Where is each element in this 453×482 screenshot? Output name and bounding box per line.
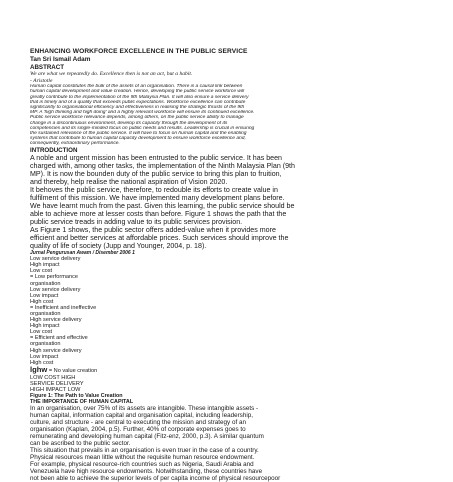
human-capital-line: This situation that prevails in an organisation is even truer in the case of a country. — [30, 447, 259, 455]
journal-reference: Jurnal Pengurusan Awam / Disember 2006 1 — [30, 250, 135, 257]
figure-value-line — [30, 366, 430, 375]
figure-bottom-line: HIGH IMPACT LOW — [30, 387, 81, 394]
introduction-line: As Figure 1 shows, the public sector offers added-value when it provides more — [30, 226, 276, 235]
figure-line: High cost — [30, 359, 54, 366]
figure-line: High cost — [30, 298, 54, 305]
abstract-heading: ABSTRACT — [30, 63, 65, 71]
human-capital-line: culture, and structure - are central to executing the mission and strategy of an — [30, 419, 246, 427]
abstract-line: human capital development and value creation. Hence, developing the public service workforce will — [30, 89, 245, 95]
figure-line: Low impact — [30, 353, 59, 360]
abstract-line: significantly to organisational efficiency and effectiveness in realising the strategic thrusts of the 9th — [30, 105, 245, 110]
abstract-line: consequently, extraordinary performance. — [30, 141, 120, 147]
human-capital-line: remunerating and developing human capital (Fitz-enz, 2000, p.3). A similar quantum — [30, 433, 264, 441]
figure-line: High impact — [30, 323, 60, 330]
abstract-line: Human capital constitutes the bulk of the assets of an organisation. There is a causal link between — [30, 84, 243, 90]
figure-line: Low service delivery — [30, 256, 81, 263]
human-capital-line: Physical resources mean little without the requisite human resource endowment. — [30, 454, 255, 462]
introduction-line: It behoves the public service, therefore, to redouble its efforts to create value in — [30, 186, 278, 195]
introduction-line: A noble and urgent mission has been entrusted to the public service. It has been — [30, 154, 282, 163]
figure-line: Low cost — [30, 329, 53, 336]
human-capital-line: human capital, information capital and organisation capital, including leadership, — [30, 412, 253, 420]
introduction-body — [30, 154, 430, 250]
figure-line: organisation — [30, 341, 61, 348]
human-capital-line: not been able to achieve the superior levels of per capita income of physical resourcepoor — [30, 475, 281, 482]
human-capital-line: In an organisation, over 75% of its assets are intangible. These intangible assets - — [30, 405, 259, 413]
figure-line: High service delivery — [30, 347, 82, 354]
figure-line: = Inefficient and ineffective — [30, 304, 97, 311]
introduction-line: efficient and better services at affordable prices. Such services should improve the — [30, 234, 289, 243]
introduction-line: public service treads in adding value to its public services provision. — [30, 218, 243, 227]
author-name: Tan Sri Ismail Adam — [30, 56, 91, 63]
introduction-line: quality of life of society (Jupp and Younger, 2004, p. 18). — [30, 242, 207, 251]
figure-bottom-line: SERVICE DELIVERY — [30, 381, 84, 388]
introduction-line: able to achieve more at lesser costs than before. Figure 1 shows the path that the — [30, 210, 287, 219]
figure-line: High impact — [30, 262, 60, 269]
introduction-line: We have learnt much from the past. Given this learning, the public service should be — [30, 202, 295, 211]
abstract-line: that is timely and of a quality that exceeds public expectations. Workforce excellence can contribute — [30, 99, 246, 105]
epigraph-quote: We are what we repeatedly do. Excellence then is not an act, but a habit. — [30, 71, 193, 77]
human-capital-line: can be ascribed to the public sector. — [30, 440, 131, 448]
figure-text-block — [30, 256, 430, 366]
abstract-line: the sustained relevance of the public service. It will have to focus on human capital and the enabling — [30, 131, 247, 137]
document-title: ENHANCING WORKFORCE EXCELLENCE IN THE PUBLIC SERVICE — [30, 48, 248, 55]
abstract-line: Public service workforce relevance depends, among others, on the public service ability to manage — [30, 115, 244, 121]
figure-caption: Figure 1: The Path to Value Creation — [30, 393, 123, 400]
abstract-line: change in a discontinuous environment, develop its capacity through the development of its — [30, 120, 228, 126]
figure-line: Low service delivery — [30, 286, 81, 293]
figure-line: Low impact — [30, 292, 59, 299]
human-capital-line: For example, physical resource-rich countries such as Nigeria, Saudi Arabia and — [30, 461, 254, 469]
document-content — [30, 48, 430, 482]
abstract-line: systems that contribute to human capital capacity development to ensure workforce excellence and, — [30, 136, 246, 142]
introduction-heading: INTRODUCTION — [30, 146, 78, 154]
figure-bottom-line: LOW COST HIGH — [30, 375, 76, 382]
figure-bottom-labels — [30, 375, 430, 393]
abstract-line: MP. A 'high thinking and high doing' and a highly relevant workforce will ensure its continued excellence. — [30, 110, 255, 116]
human-capital-heading: THE IMPORTANCE OF HUMAN CAPITAL — [30, 399, 134, 406]
figure-line: High service delivery — [30, 317, 82, 324]
abstract-body — [30, 84, 430, 146]
figure-line: organisation — [30, 280, 61, 287]
introduction-line: MP). It is now the bounden duty of the public service to bring this plan to fruition, — [30, 170, 282, 179]
introduction-line: charged with, among other tasks, the implementation of the Ninth Malaysia Plan (9th — [30, 162, 295, 171]
figure-line: = Efficient and effective — [30, 335, 88, 342]
figure-value-big: lghw — [30, 365, 48, 374]
abstract-line: greatly contribute to the implementation of the 9th Malaysia Plan. It will also ensure a service delivery — [30, 94, 249, 100]
figure-line: organisation — [30, 310, 61, 317]
human-capital-line: organisation (Kaplan, 2004, p.5). Further, 40% of corporate expenses goes to — [30, 426, 246, 434]
human-capital-body — [30, 405, 430, 482]
introduction-line: and thereby, help realise the national aspiration of Vision 2020. — [30, 178, 228, 187]
figure-value-rest: = No value creation — [47, 367, 98, 374]
human-capital-line: Venezuela have high resource endowments. Notwithstanding, these countries have — [30, 468, 263, 476]
figure-line: = Low performance — [30, 274, 79, 281]
figure-line: Low cost — [30, 268, 53, 275]
abstract-line: competencies and its single-minded focus on public needs and results. Leadership is crucial in ensuring — [30, 125, 255, 131]
epigraph-attribution: - Aristotle — [30, 77, 53, 84]
introduction-line: fulfilment of this mission. We have implemented many development plans before. — [30, 194, 285, 203]
